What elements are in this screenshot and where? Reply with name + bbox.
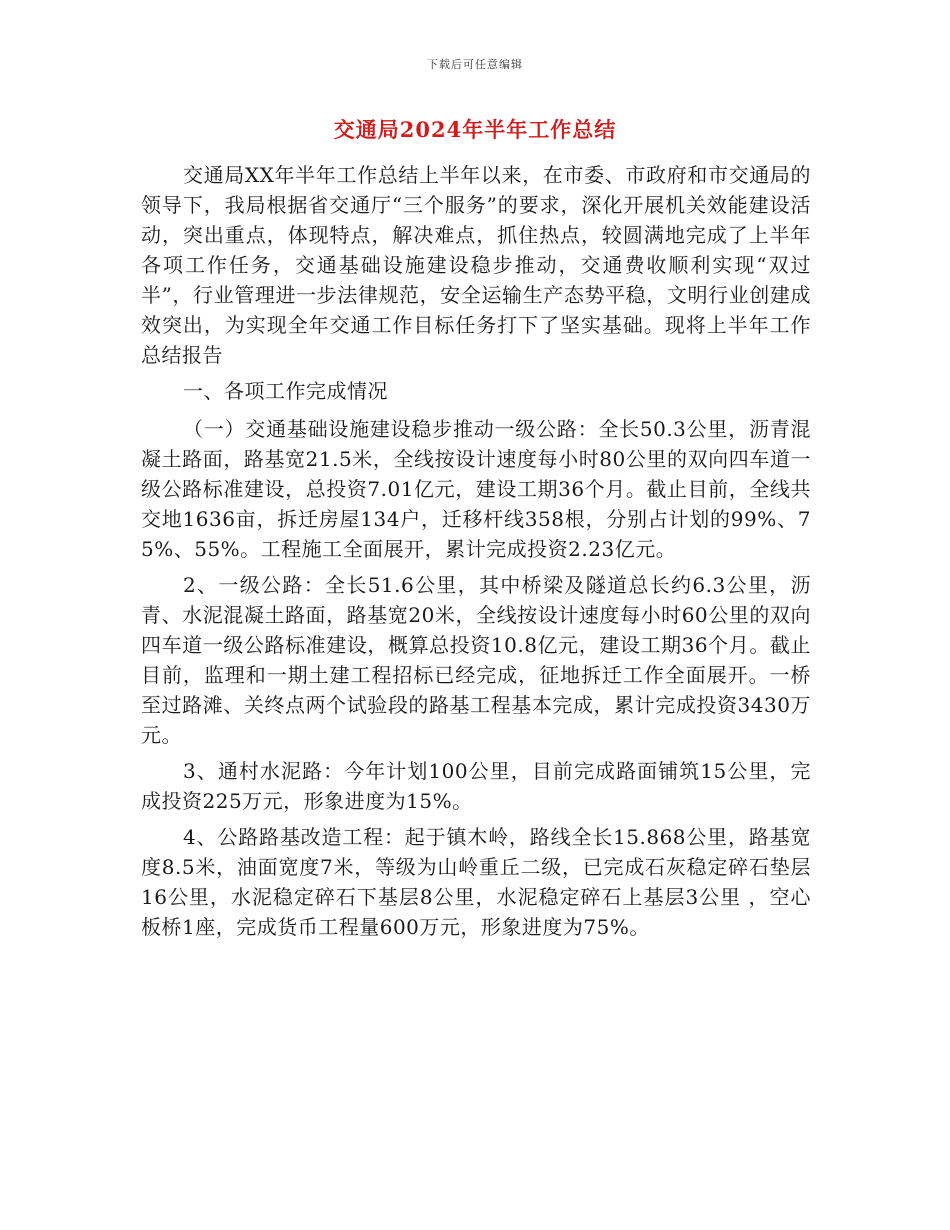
paragraph-item-3: 3、通村水泥路：今年计划100公里，目前完成路面铺筑15公里，完成投资225万元，形象进度为15%。	[141, 759, 811, 813]
document-body	[141, 160, 811, 948]
document-title: 交通局2024年半年工作总结	[333, 117, 617, 142]
paragraph-item-2: 2、一级公路：全长51.6公里，其中桥梁及隧道总长约6.3公里，沥青、水泥混凝土路面，路基宽20米，全线按设计速度每小时60公里的双向四车道一级公路标准建设，概算总投资10.8亿元，建设工期36个月。截止目前，监理和一期土建工程招标已经完成，征地拆迁工作全面展开。一桥至过路滩、关终点两个试验段的路基工程基本完成，累计完成投资3430万元。	[141, 573, 811, 747]
section-heading: 一、各项工作完成情况	[183, 379, 388, 403]
paragraph-intro: 交通局XX年半年工作总结上半年以来，在市委、市政府和市交通局的领导下，我局根据省交通厅“三个服务”的要求，深化开展机关效能建设活动，突出重点，体现特点，解决难点，抓住热点，较圆满地完成了上半年各项工作任务，交通基础设施建设稳步推动，交通费收顺利实现“双过半”，行业管理进一步法律规范，安全运输生产态势平稳，文明行业创建成效突出，为实现全年交通工作目标任务打下了坚实基础。现将上半年工作总结报告	[141, 163, 811, 367]
paragraph-item-1: （一）交通基础设施建设稳步推动一级公路：全长50.3公里，沥青混凝土路面，路基宽21.5米，全线按设计速度每小时80公里的双向四车道一级公路标准建设，总投资7.01亿元，建设工期36个月。截止目前，全线共交地1636亩，拆迁房屋134户，迁移杆线358根，分别占计划的99%、75%、55%。工程施工全面展开，累计完成投资2.23亿元。	[141, 417, 811, 561]
paragraph-item-4: 4、公路路基改造工程：起于镇木岭，路线全长15.868公里，路基宽度8.5米，油面宽度7米，等级为山岭重丘二级，已完成石灰稳定碎石垫层16公里，水泥稳定碎石下基层8公里，水泥稳定碎石上基层3公里 ，空心板桥1座，完成货币工程量600万元，形象进度为75%。	[141, 825, 811, 939]
page-header-note: 下载后可任意编辑	[427, 58, 523, 71]
